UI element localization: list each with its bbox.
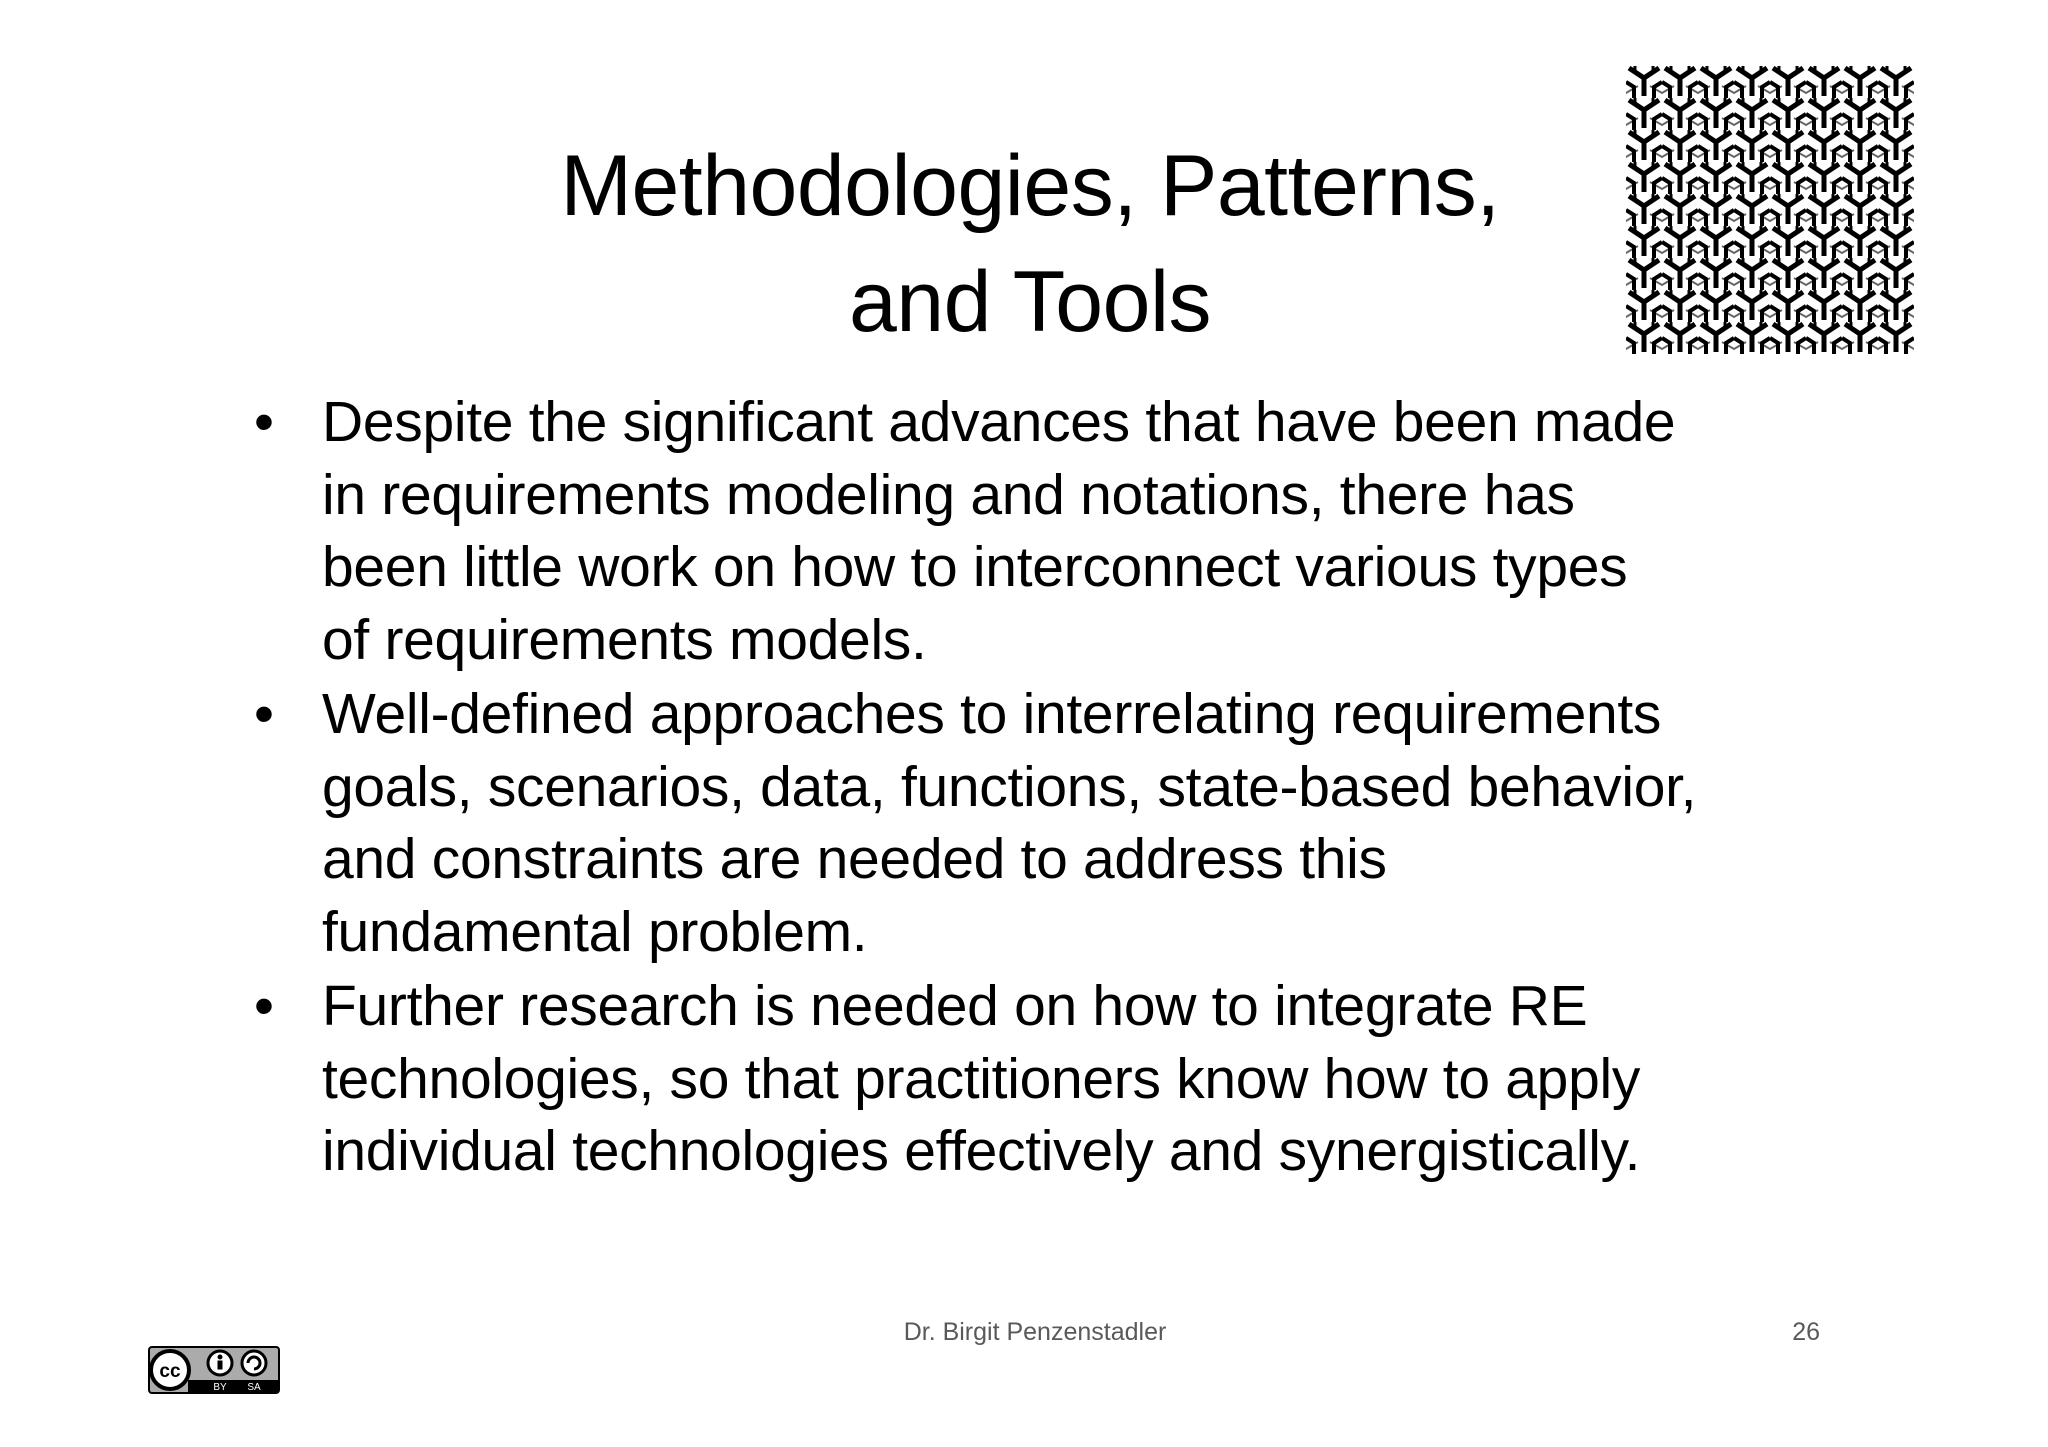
bullet-line: Despite the significant advances that have been made <box>322 390 1676 454</box>
bullet-list <box>254 386 1874 1190</box>
title-line-2: and Tools <box>848 254 1212 350</box>
bullet-line: goals, scenarios, data, functions, state-based behavior, <box>322 754 1697 819</box>
by-label: BY <box>213 1382 227 1393</box>
bullet-marker: • <box>254 974 274 1038</box>
slide-title <box>390 128 1670 360</box>
bullet-item <box>254 970 1874 1188</box>
bullet-line: technologies, so that practitioners know how to apply <box>322 1046 1641 1111</box>
sa-label: SA <box>247 1382 261 1393</box>
bullet-line: fundamental problem. <box>322 899 868 964</box>
bullet-line: in requirements modeling and notations, there has <box>322 462 1575 527</box>
bullet-line: been little work on how to interconnect various types <box>322 535 1628 599</box>
bullet-line: individual technologies effectively and synergistically. <box>322 1119 1641 1183</box>
footer-author: Dr. Birgit Penzenstadler <box>903 1318 1167 1346</box>
title-line-1: Methodologies, Patterns, <box>560 138 1500 234</box>
tessellation-pattern-icon <box>1626 66 1914 354</box>
cc-by-sa-icon <box>148 1346 280 1394</box>
bullet-line: Further research is needed on how to integrate RE <box>322 974 1588 1038</box>
bullet-marker: • <box>254 682 274 746</box>
bullet-item <box>254 386 1874 676</box>
page-number: 26 <box>1792 1318 1820 1346</box>
bullet-line: Well-defined approaches to interrelating requirements <box>322 682 1662 746</box>
bullet-marker: • <box>254 390 274 454</box>
bullet-item <box>254 678 1874 968</box>
bullet-line: and constraints are needed to address this <box>322 827 1387 891</box>
cc-label: cc <box>159 1361 181 1382</box>
bullet-line: of requirements models. <box>322 607 927 672</box>
